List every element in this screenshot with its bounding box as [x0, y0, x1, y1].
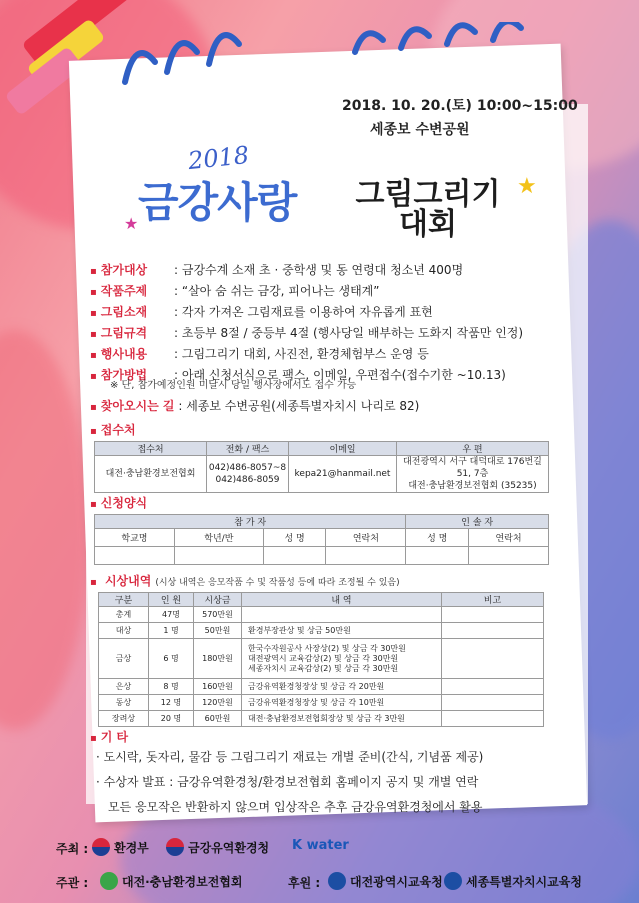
table-header: 비고 [442, 593, 544, 607]
prize-detail-line: 대전광역시 교육감상(2) 및 상금 각 30만원 [248, 653, 399, 663]
application-heading: ▪ 신청양식 [90, 494, 147, 511]
contact-table [94, 441, 549, 493]
host-name: 환경부 [114, 840, 149, 855]
table-header: 성 명 [406, 529, 469, 547]
table-header: 내 역 [242, 593, 442, 607]
table-header: 우 편 [397, 442, 549, 456]
prize-note [442, 607, 544, 623]
table-header: 인 원 [149, 593, 194, 607]
prize-detail-line: 한국수자원공사 사장상(2) 및 상금 각 30만원 [248, 643, 406, 653]
prize-detail: 금강유역환경청장상 및 상금 각 20만원 [242, 679, 442, 695]
footer [0, 826, 639, 903]
info-list [90, 260, 560, 386]
table-header: 구분 [99, 593, 149, 607]
info-value: : 각자 가져온 그림재료를 이용하여 자유롭게 표현 [174, 305, 433, 319]
info-note: ※ 단, 참가예정인원 미달시 당일 행사장에서도 접수 가능 [110, 380, 357, 391]
prizes-note: (시상 내역은 응모작품 수 및 작품성 등에 따라 조정될 수 있음) [155, 578, 400, 588]
prize-count: 20 명 [149, 711, 194, 727]
prizes-heading [90, 572, 400, 589]
contact-address-line1: 대전광역시 서구 대덕대로 176번길 51, 7층 [403, 457, 542, 479]
prize-note [442, 711, 544, 727]
prize-detail: 금강유역환경청장상 및 상금 각 10만원 [242, 695, 442, 711]
empty-cell[interactable] [95, 547, 175, 565]
organizer-logo-icon [100, 872, 118, 890]
organizer-label: 주관 : [56, 876, 89, 890]
misc-list [96, 746, 483, 821]
info-row [90, 344, 560, 365]
info-label: ▪ 작품주제 [90, 281, 147, 303]
sponsor-logo-icon [444, 872, 462, 890]
table-row [99, 639, 544, 679]
table-row [99, 711, 544, 727]
info-value: : 초등부 8절 / 중등부 4절 (행사당일 배부하는 도화지 작품만 인정) [174, 326, 524, 340]
contact-org: 대전·충남환경보전협회 [95, 456, 207, 493]
sponsor-name: 대전광역시교육청 [350, 874, 443, 889]
host-org [292, 838, 349, 853]
table-row [99, 607, 544, 623]
sponsor-name: 세종특별자치시교육청 [466, 874, 582, 889]
info-row [90, 260, 560, 281]
table-header: 참 가 자 [95, 515, 406, 529]
info-row [90, 302, 560, 323]
prize-count: 6 명 [149, 639, 194, 679]
prize-count: 1 명 [149, 623, 194, 639]
directions-value: : 세종보 수변공원(세종특별자치시 나리로 82) [178, 399, 420, 413]
empty-cell[interactable] [263, 547, 326, 565]
prize-note [442, 679, 544, 695]
table-header: 전화 / 팩스 [207, 442, 289, 456]
title-sub-line2: 대회 [399, 207, 457, 242]
prize-amount: 570만원 [194, 607, 242, 623]
empty-cell[interactable] [326, 547, 406, 565]
prize-detail [242, 639, 442, 679]
info-value: : 아래 신청서식으로 팩스, 이메일, 우편접수(접수기한 ~10.13) [174, 368, 506, 382]
misc-item: 모든 응모작은 반환하지 않으며 입상작은 추후 금강유역환경청에서 활용 [108, 800, 483, 814]
prize-count: 12 명 [149, 695, 194, 711]
table-header: 이메일 [289, 442, 397, 456]
host-label: 주최 : [56, 842, 89, 856]
host-name: 금강유역환경청 [188, 840, 270, 855]
prize-grade: 동상 [99, 695, 149, 711]
prize-grade: 대상 [99, 623, 149, 639]
title-main: 금강사랑 [138, 178, 297, 227]
sponsor-org [444, 872, 582, 890]
star-icon: ★ [124, 214, 139, 233]
prize-note [442, 623, 544, 639]
prize-amount: 160만원 [194, 679, 242, 695]
sponsor-logo-icon [328, 872, 346, 890]
table-row [95, 547, 549, 565]
misc-item: · 도시락, 돗자리, 물감 등 그림그리기 재료는 개별 준비(간식, 기념품 제공) [96, 750, 484, 764]
table-header: 연락처 [469, 529, 549, 547]
contact-email[interactable]: kepa21@hanmail.net [289, 456, 397, 493]
organizer-org [100, 872, 242, 890]
organizer-name: 대전·충남환경보전협회 [122, 874, 243, 889]
prize-count: 8 명 [149, 679, 194, 695]
table-row [99, 623, 544, 639]
star-icon: ★ [517, 174, 537, 199]
table-header: 학년/반 [174, 529, 263, 547]
table-row [99, 695, 544, 711]
empty-cell[interactable] [174, 547, 263, 565]
title-year: 2018 [186, 140, 251, 176]
table-row [95, 456, 549, 493]
empty-cell[interactable] [406, 547, 469, 565]
info-row [90, 323, 560, 344]
host-org [166, 838, 269, 856]
contact-phone: 042)486-8057~8 [208, 463, 287, 473]
title-sub-line1: 그림그리기 [355, 177, 501, 212]
event-datetime: 2018. 10. 20.(토) 10:00~15:00 [342, 98, 578, 114]
prize-grade: 은상 [99, 679, 149, 695]
directions-label: ▪ 찾아오시는 길 [90, 399, 175, 413]
info-label: ▪ 그림규격 [90, 323, 147, 345]
contact-address [397, 456, 549, 493]
sponsor-label: 후원 : [288, 876, 321, 890]
info-label: ▪ 참가방법 [90, 365, 147, 387]
prize-grade: 장려상 [99, 711, 149, 727]
table-header: 학교명 [95, 529, 175, 547]
table-header: 접수처 [95, 442, 207, 456]
contact-fax: 042)486-8059 [215, 475, 280, 485]
title-sub [338, 177, 518, 242]
contact-phone-fax [207, 456, 289, 493]
prize-note [442, 695, 544, 711]
prize-grade: 금상 [99, 639, 149, 679]
misc-heading: ▪ 기 타 [90, 728, 128, 745]
table-header: 성 명 [263, 529, 326, 547]
info-label: ▪ 행사내용 [90, 344, 147, 366]
contact-address-line2: 대전·충남환경보전협회 (35235) [408, 481, 537, 491]
info-value: : “살아 숨 쉬는 금강, 피어나는 생태계” [174, 284, 380, 298]
prize-amount: 60만원 [194, 711, 242, 727]
table-row [99, 679, 544, 695]
application-table [94, 514, 549, 565]
info-label: ▪ 그림소재 [90, 302, 147, 324]
table-header: 연락처 [326, 529, 406, 547]
prize-detail-line: 세종자치시 교육감상(2) 및 상금 각 30만원 [248, 663, 399, 673]
prize-amount: 120만원 [194, 695, 242, 711]
prize-detail: 대전·충남환경보전협회장상 및 상금 각 3만원 [242, 711, 442, 727]
info-value: : 그림그리기 대회, 사진전, 환경체험부스 운영 등 [174, 347, 429, 361]
prize-detail: 환경부장관상 및 상금 50만원 [242, 623, 442, 639]
misc-item: · 수상자 발표 : 금강유역환경청/환경보전협회 홈페이지 공지 및 개별 연락 [96, 775, 479, 789]
table-header: 시상금 [194, 593, 242, 607]
taeguk-logo-icon [166, 838, 184, 856]
prizes-heading-text: 시상내역 [104, 574, 152, 588]
taeguk-logo-icon [92, 838, 110, 856]
info-label: ▪ 참가대상 [90, 260, 147, 282]
prize-count: 47명 [149, 607, 194, 623]
prize-amount: 180만원 [194, 639, 242, 679]
event-place: 세종보 수변공원 [370, 122, 470, 138]
directions [90, 397, 419, 414]
prize-amount: 50만원 [194, 623, 242, 639]
info-value: : 금강수계 소재 초 · 중학생 및 동 연령대 청소년 400명 [174, 263, 464, 277]
kwater-logo: K water [292, 838, 349, 853]
info-row [90, 281, 560, 302]
sponsor-org [328, 872, 443, 890]
prize-note [442, 639, 544, 679]
contact-heading: ▪ 접수처 [90, 421, 136, 438]
prizes-table [98, 592, 544, 727]
prize-grade: 총계 [99, 607, 149, 623]
empty-cell[interactable] [469, 547, 549, 565]
host-org [92, 838, 149, 856]
prize-detail [242, 607, 442, 623]
table-header: 인 솔 자 [406, 515, 549, 529]
